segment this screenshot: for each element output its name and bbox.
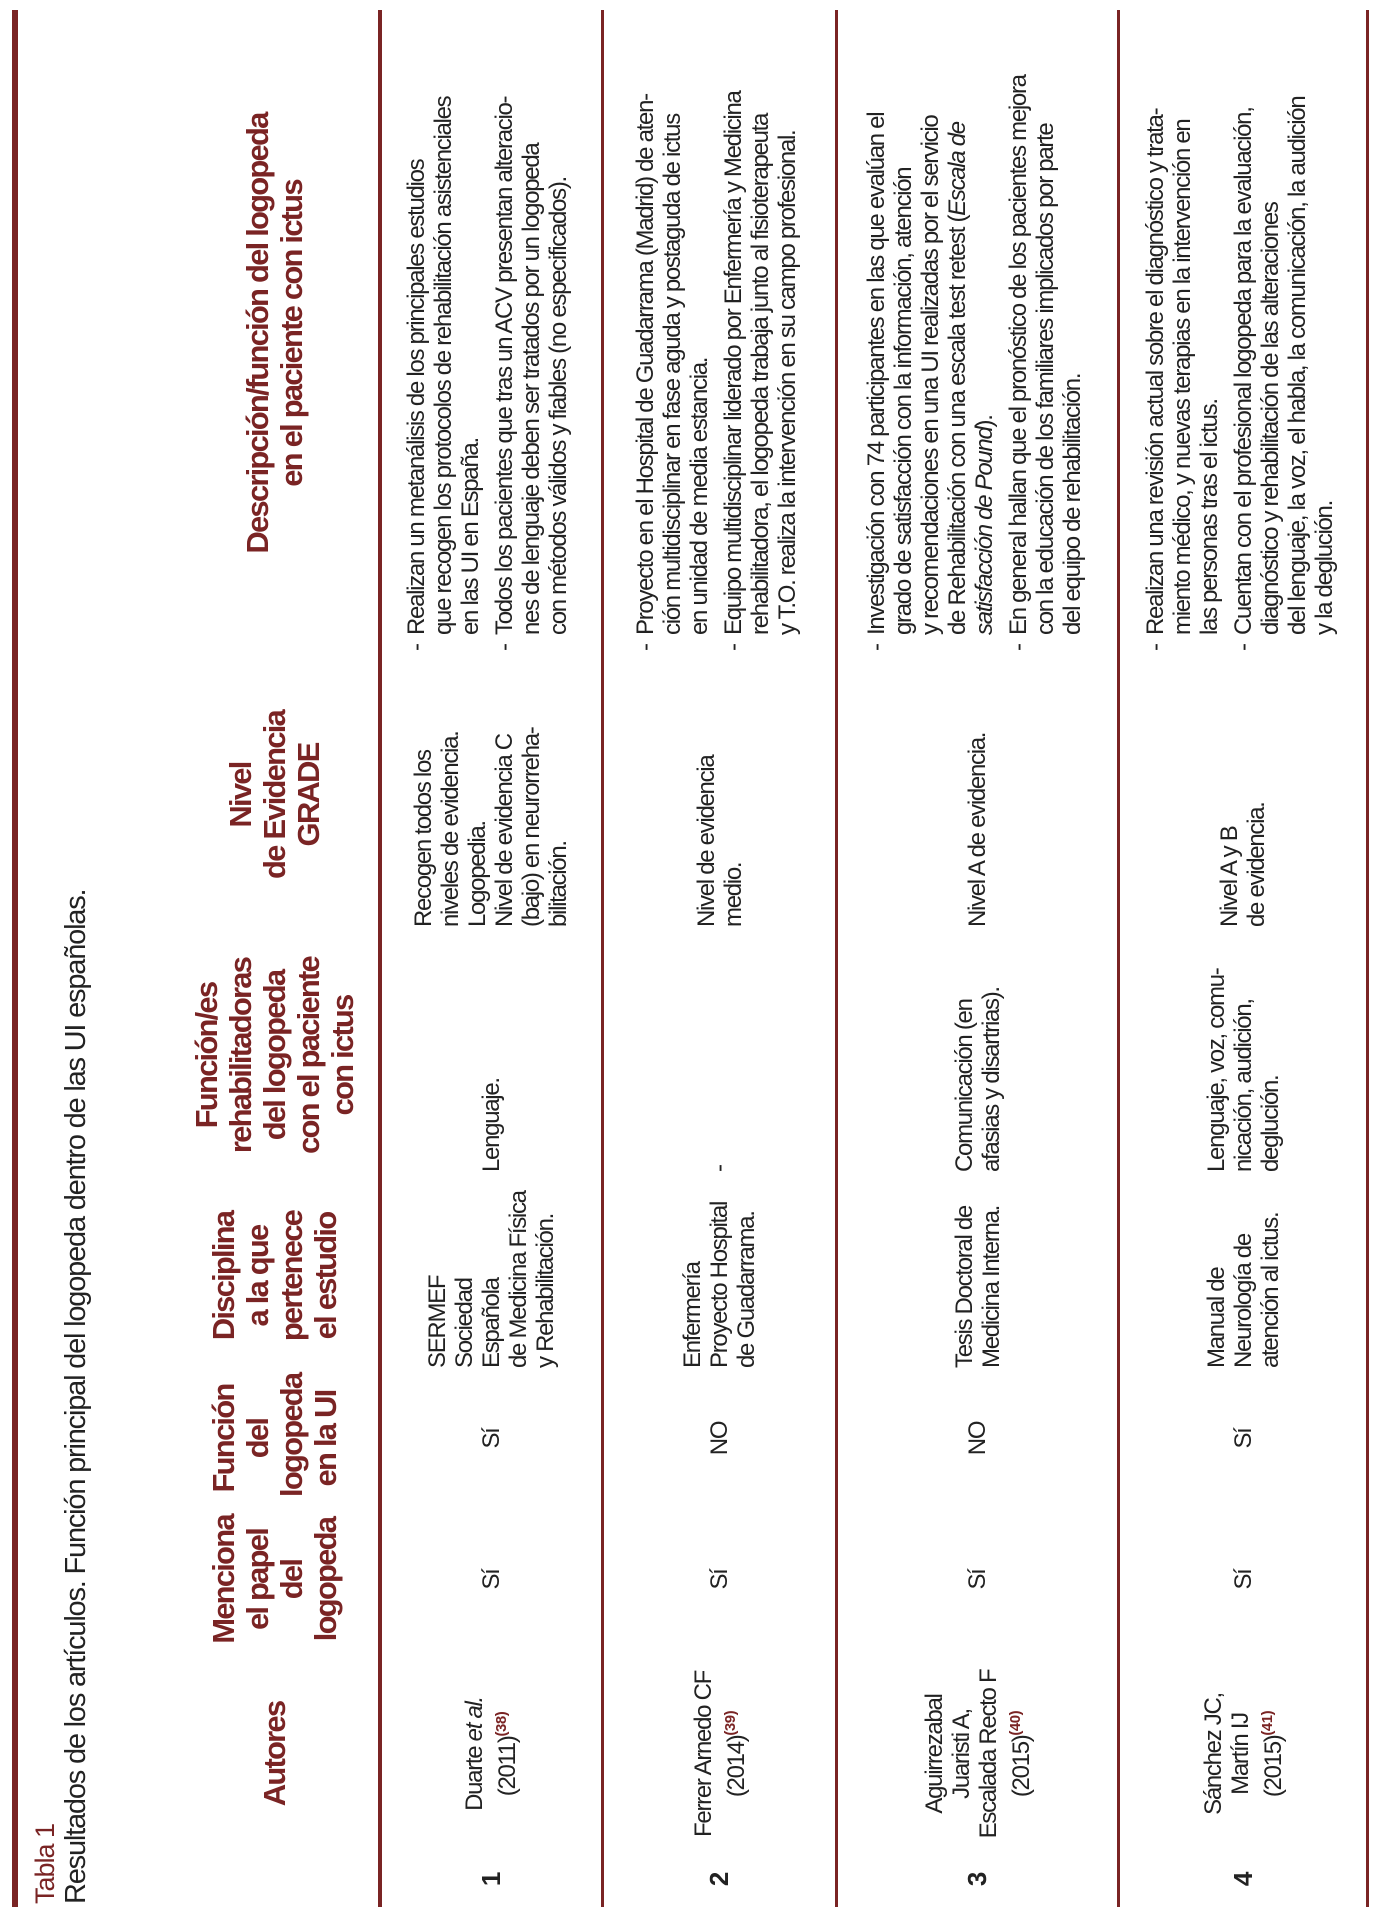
text-line: Equipo multidisciplinar liderado por Enfermería y Medicina xyxy=(719,91,747,635)
text-line: con el paciente xyxy=(291,957,326,1154)
description-text xyxy=(632,94,713,635)
header-nivel xyxy=(100,657,378,933)
text-segment: Duarte xyxy=(461,1741,488,1811)
text-line: Investigación con 74 participantes en las que evalúan el xyxy=(862,112,890,635)
table-label: Tabla 1 xyxy=(30,1823,60,1904)
text-line: en unidad de media estancia. xyxy=(685,357,713,635)
text-line: Sí xyxy=(477,1569,505,1590)
evidence-level-cell xyxy=(604,657,835,933)
text-line: Manual de xyxy=(1202,1267,1230,1368)
reference-number: (39) xyxy=(721,1710,739,1736)
text-line: Ferrer Arnedo CF xyxy=(689,1671,717,1837)
text-line: de Evidencia xyxy=(257,711,292,879)
text-line: Proyecto Hospital xyxy=(706,1202,733,1368)
description-item xyxy=(632,16,713,651)
table-row xyxy=(838,10,1120,1907)
description-cell xyxy=(381,10,601,657)
text-line: en la UI xyxy=(308,1390,343,1487)
text-segment: et al. xyxy=(461,1697,488,1742)
text-segment: satisfacción de xyxy=(970,490,998,635)
text-line: Realizan una revisión actual sobre el diagnóstico y trata- xyxy=(1141,108,1169,635)
text-line xyxy=(461,1662,488,1846)
text-line xyxy=(971,113,998,635)
description-text xyxy=(1142,109,1223,635)
text-line: con ictus xyxy=(325,995,360,1116)
text-line: afasias y disartrias). xyxy=(977,987,1005,1172)
description-text xyxy=(1230,97,1338,635)
text-line: rehabilitadoras xyxy=(223,957,258,1154)
mentions-role-cell xyxy=(1120,1503,1366,1656)
text-line: Comunicación (en xyxy=(950,999,978,1172)
text-line: NO xyxy=(706,1421,733,1456)
text-line: del lenguaje, la voz, el habla, la comunicación, la audición xyxy=(1283,96,1311,635)
text-line: el papel xyxy=(240,1528,275,1631)
header-funcion xyxy=(100,1374,378,1503)
table-bottom-rule xyxy=(1366,10,1369,1907)
text-line: logopeda xyxy=(308,1517,343,1642)
text-line: del xyxy=(274,1559,309,1600)
description-cell xyxy=(604,10,835,657)
description-text xyxy=(863,113,998,635)
bullet-dash: - xyxy=(631,644,659,651)
row-number: 1 xyxy=(475,1872,506,1887)
text-line: Todos los pacientes que tras un ACV presentan alteracio- xyxy=(491,96,518,635)
text-line: SERMEF xyxy=(423,1275,451,1368)
text-line: y recomendaciones en una UI realizadas por el servicio xyxy=(916,115,944,635)
text-line: Sí xyxy=(477,1428,505,1449)
text-line: En general hallan que el pronóstico de los pacientes mejora xyxy=(1004,75,1032,635)
reference-number: (40) xyxy=(1006,1710,1024,1736)
text-line: grado de satisfacción con la información, atención xyxy=(889,167,917,635)
text-line: bilitación. xyxy=(545,841,572,927)
text-line: diagnóstico y rehabilitación de las alteraciones xyxy=(1256,202,1284,635)
text-line: Tesis Doctoral de xyxy=(950,1206,978,1368)
text-line: Martín IJ xyxy=(1226,1713,1254,1795)
authors-cell xyxy=(604,1656,835,1852)
text-line: Lenguaje, voz, comu- xyxy=(1202,968,1230,1172)
description-cell xyxy=(838,10,1117,657)
text-line: Sí xyxy=(1229,1569,1257,1590)
text-line: NO xyxy=(964,1421,991,1456)
row-number: 2 xyxy=(704,1872,734,1887)
text-line: medio. xyxy=(719,862,747,927)
text-line: Sí xyxy=(1229,1428,1257,1449)
text-line: (bajo) en neurorreha- xyxy=(518,727,545,927)
text-line: en las UI en España. xyxy=(457,438,484,635)
text-line: del equipo de rehabilitación. xyxy=(1058,373,1086,635)
evidence-level-cell xyxy=(838,657,1117,933)
authors-cell xyxy=(1120,1656,1366,1852)
text-line xyxy=(944,113,971,635)
text-line: Función/es xyxy=(189,982,224,1129)
text-line: de Medicina Física xyxy=(504,1191,532,1368)
text-line: que recogen los protocolos de rehabilitación asistenciales xyxy=(430,96,457,635)
evidence-level-cell xyxy=(381,657,601,933)
header-disciplina xyxy=(100,1178,378,1374)
text-segment: de Rehabilitación con una escala test retest ( xyxy=(943,215,971,635)
evidence-level-cell xyxy=(1120,657,1366,933)
rehab-functions-cell xyxy=(838,933,1117,1178)
text-line: Española xyxy=(477,1278,505,1368)
mentions-role-cell xyxy=(604,1503,835,1656)
description-item xyxy=(403,16,484,651)
mentions-role-cell xyxy=(381,1503,601,1656)
bullet-dash: - xyxy=(862,644,890,651)
text-line: Proyecto en el Hospital de Guadarrama (Madrid) de aten- xyxy=(631,94,659,635)
description-item xyxy=(491,16,572,651)
reference-number: (38) xyxy=(493,1711,510,1737)
text-line: (2014)$^{(39)}$ xyxy=(721,1710,750,1798)
text-line: con métodos válidos y fiables (no especificados). xyxy=(545,177,572,635)
text-line: Menciona xyxy=(206,1515,241,1644)
text-line: Función xyxy=(206,1384,241,1493)
table-top-rule xyxy=(12,10,18,1907)
text-line: del logopeda xyxy=(257,970,292,1141)
discipline-cell xyxy=(838,1178,1117,1374)
bullet-dash: - xyxy=(1141,644,1169,651)
text-line: a la que xyxy=(240,1225,275,1327)
text-line: miento médico, y nuevas terapias en la intervención en xyxy=(1168,119,1196,635)
table-caption: Resultados de los artículos. Función principal del logopeda dentro de las UI españolas. xyxy=(60,889,92,1904)
table-header-row xyxy=(100,10,382,1907)
text-line: y T.O. realiza la intervención en su campo profesional. xyxy=(773,130,801,635)
text-segment: Escala de xyxy=(943,122,971,216)
role-in-ui-cell xyxy=(1120,1374,1366,1503)
description-item xyxy=(863,16,998,651)
header-menciona xyxy=(100,1503,378,1656)
text-line: de evidencia. xyxy=(1243,802,1270,927)
text-line: y Rehabilitación. xyxy=(531,1214,559,1368)
text-line: del xyxy=(240,1418,275,1459)
rehab-functions-cell xyxy=(381,933,601,1178)
header-autores xyxy=(100,1656,378,1852)
header-num xyxy=(100,1852,378,1907)
text-line: Nivel xyxy=(223,762,258,828)
text-line: Sí xyxy=(964,1569,991,1590)
role-in-ui-cell xyxy=(381,1374,601,1503)
text-line: Autores xyxy=(257,1701,292,1807)
text-line: Nivel de evidencia xyxy=(692,755,720,927)
mentions-role-cell xyxy=(838,1503,1117,1656)
text-line: nicación, audición, xyxy=(1229,999,1257,1172)
authors-cell xyxy=(838,1656,1117,1852)
text-line: Neurología de xyxy=(1229,1234,1257,1368)
header-funciones xyxy=(100,933,378,1178)
text-line: - xyxy=(706,1165,733,1172)
rehab-functions-cell xyxy=(1120,933,1366,1178)
table-row xyxy=(604,10,838,1907)
text-line: Lenguaje. xyxy=(477,1078,505,1172)
description-text xyxy=(1005,75,1086,635)
text-segment: ). xyxy=(970,415,998,428)
authors-cell xyxy=(381,1656,601,1852)
text-line: Sánchez JC, xyxy=(1199,1693,1227,1815)
description-cell xyxy=(1120,10,1366,657)
text-line: Escalada Recto F xyxy=(974,1669,1002,1839)
text-line: y la deglución. xyxy=(1310,501,1338,635)
text-line: nes de lenguaje deben ser tratados por un logopeda xyxy=(518,143,545,635)
description-text xyxy=(403,97,484,635)
text-line: Disciplina xyxy=(206,1211,241,1341)
discipline-cell xyxy=(381,1178,601,1374)
text-line: (2015)$^{(40)}$ xyxy=(1006,1710,1035,1798)
bullet-dash: - xyxy=(1229,644,1257,651)
bullet-dash: - xyxy=(403,644,430,651)
text-line: las personas tras el ictus. xyxy=(1195,399,1223,635)
bullet-dash: - xyxy=(1004,644,1032,651)
description-item xyxy=(1005,16,1086,651)
text-line: con la educación de los familiares implicados por parte xyxy=(1031,123,1059,635)
table-row xyxy=(1120,10,1366,1907)
text-line: Enfermería xyxy=(679,1262,706,1368)
text-line: pertenece xyxy=(274,1210,309,1342)
text-line: atención al ictus. xyxy=(1256,1212,1284,1368)
rehab-functions-cell xyxy=(604,933,835,1178)
description-text xyxy=(720,91,801,635)
text-line: Juaristi A, xyxy=(947,1709,975,1799)
text-segment: Pound xyxy=(970,427,998,491)
text-line: Cuentan con el profesional logopeda para la evaluación, xyxy=(1229,107,1257,635)
row-number: 4 xyxy=(1227,1872,1258,1887)
text-line: niveles de evidencia. xyxy=(437,731,464,927)
text-line: rehabilitadora, el logopeda trabaja junto al fisioterapeuta xyxy=(746,113,774,635)
text-line: el estudio xyxy=(308,1212,343,1340)
text-line: Sociedad xyxy=(450,1278,478,1368)
text-line: Aguirrezabal xyxy=(920,1694,948,1814)
role-in-ui-cell xyxy=(604,1374,835,1503)
text-line: Descripción/función del logopeda xyxy=(240,113,275,554)
text-line: Medicina Interna. xyxy=(977,1205,1005,1368)
discipline-cell xyxy=(604,1178,835,1374)
text-line: GRADE xyxy=(291,743,326,847)
description-item xyxy=(720,16,801,651)
text-line: de Guadarrama. xyxy=(733,1211,760,1368)
description-item xyxy=(1230,16,1338,651)
text-line: ción multidisciplinar en fase aguda y postaguda de ictus xyxy=(658,114,686,635)
text-line: en el paciente con ictus xyxy=(274,180,309,487)
row-number: 3 xyxy=(962,1872,992,1887)
text-line: Nivel de evidencia C xyxy=(491,734,518,927)
text-line: Nivel A de evidencia. xyxy=(964,732,991,927)
description-item xyxy=(1142,16,1223,651)
text-line: Recogen todos los xyxy=(410,750,437,927)
reference-number: (41) xyxy=(1258,1710,1276,1736)
text-line: Nivel A y B xyxy=(1216,826,1243,927)
header-descripcion xyxy=(100,10,378,657)
text-line: logopeda xyxy=(274,1373,309,1497)
text-line: Realizan un metanálisis de los principales estudios xyxy=(403,159,430,635)
text-line: (2015)$^{(41)}$ xyxy=(1258,1710,1287,1798)
text-line: deglución. xyxy=(1256,1075,1284,1172)
text-line: (2011)$^{(38)}$ xyxy=(493,1711,521,1797)
bullet-dash: - xyxy=(719,644,747,651)
description-text xyxy=(491,97,572,635)
discipline-cell xyxy=(1120,1178,1366,1374)
bullet-dash: - xyxy=(491,644,518,651)
text-line: Sí xyxy=(706,1569,733,1590)
table-row xyxy=(381,10,604,1907)
role-in-ui-cell xyxy=(838,1374,1117,1503)
text-line: Logopedia. xyxy=(464,821,491,927)
